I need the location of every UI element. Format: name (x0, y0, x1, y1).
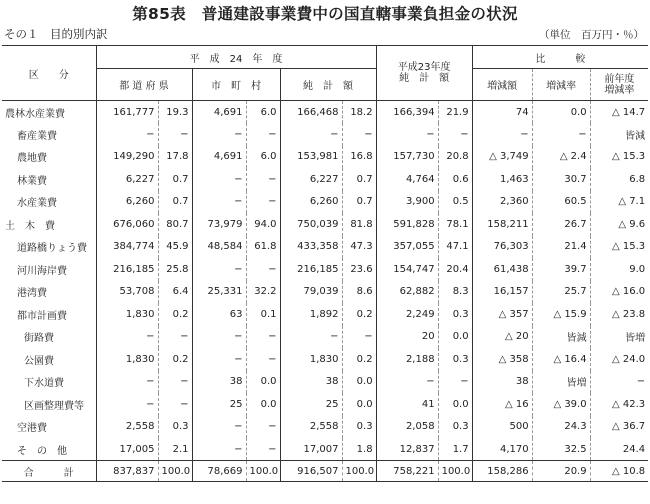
municipality-share: − (246, 416, 280, 439)
prefecture-share: 25.8 (158, 258, 192, 281)
net-total-share: 0.0 (342, 393, 376, 416)
prev-year-rate: − (590, 371, 648, 394)
header-prev-rate (590, 69, 648, 101)
fy23-share: 0.3 (438, 416, 472, 439)
change-rate: 25.7 (532, 281, 590, 304)
fy23-share: − (438, 123, 472, 146)
change-amount: 1,463 (472, 168, 532, 191)
prefecture-share: − (158, 371, 192, 394)
net-total-amount: 216,185 (280, 258, 342, 281)
municipality-share: − (246, 258, 280, 281)
header-prev-rate-line1: 前年度 (604, 73, 635, 85)
prev-year-rate: △ 7.1 (590, 191, 648, 214)
prefecture-amount: 6,227 (96, 168, 158, 191)
municipality-amount: − (192, 348, 246, 371)
net-total-amount: 17,007 (280, 438, 342, 461)
municipality-share: − (246, 438, 280, 461)
prev-year-rate: △ 10.8 (590, 461, 648, 482)
fy23-share: 20.4 (438, 258, 472, 281)
change-rate: 32.5 (532, 438, 590, 461)
net-total-amount: − (280, 326, 342, 349)
change-rate: 20.9 (532, 461, 590, 482)
table-row (2, 236, 648, 259)
fy23-amount: 758,221 (376, 461, 438, 482)
prefecture-amount: − (96, 371, 158, 394)
net-total-amount: 6,260 (280, 191, 342, 214)
fy23-share: 0.3 (438, 303, 472, 326)
net-total-amount: 166,468 (280, 101, 342, 124)
net-total-share: 0.2 (342, 348, 376, 371)
prefecture-share: − (158, 393, 192, 416)
table-row (2, 326, 648, 349)
prefecture-share: 0.2 (158, 348, 192, 371)
change-rate: 24.3 (532, 416, 590, 439)
municipality-share: − (246, 123, 280, 146)
municipality-share: 0.1 (246, 303, 280, 326)
prev-year-rate: △ 42.3 (590, 393, 648, 416)
prefecture-amount: 17,005 (96, 438, 158, 461)
change-rate: △ 16.4 (532, 348, 590, 371)
net-total-share: 1.8 (342, 438, 376, 461)
prefecture-amount: 676,060 (96, 213, 158, 236)
prev-year-rate: 6.8 (590, 168, 648, 191)
change-rate: − (532, 123, 590, 146)
municipality-amount: 73,979 (192, 213, 246, 236)
fy23-share: − (438, 371, 472, 394)
prefecture-amount: 53,708 (96, 281, 158, 304)
net-total-share: 23.6 (342, 258, 376, 281)
change-rate: 26.7 (532, 213, 590, 236)
table-row (2, 416, 648, 439)
prefecture-share: 0.3 (158, 416, 192, 439)
net-total-share: 0.3 (342, 416, 376, 439)
municipality-share: − (246, 191, 280, 214)
net-total-amount: 1,892 (280, 303, 342, 326)
change-amount: 4,170 (472, 438, 532, 461)
change-rate: △ 2.4 (532, 146, 590, 169)
row-label: 合 計 (2, 461, 96, 482)
prefecture-amount: − (96, 123, 158, 146)
table-row (2, 191, 648, 214)
fy23-amount: 157,730 (376, 146, 438, 169)
table-row (2, 123, 648, 146)
change-rate: 21.4 (532, 236, 590, 259)
municipality-amount: 25 (192, 393, 246, 416)
change-rate: △ 15.9 (532, 303, 590, 326)
fy23-share: 78.1 (438, 213, 472, 236)
fy23-share: 0.3 (438, 348, 472, 371)
change-amount: 38 (472, 371, 532, 394)
net-total-amount: 916,507 (280, 461, 342, 482)
row-label: 土 木 費 (5, 220, 55, 232)
prefecture-amount: 384,774 (96, 236, 158, 259)
change-rate: 60.5 (532, 191, 590, 214)
header-comparison: 比 較 (472, 46, 648, 69)
header-fy24: 平 成 24 年 度 (96, 46, 376, 69)
prev-year-rate: △ 24.0 (590, 348, 648, 371)
table-row (2, 101, 648, 124)
municipality-amount: − (192, 191, 246, 214)
fy23-share: 0.0 (438, 393, 472, 416)
change-amount: 158,211 (472, 213, 532, 236)
table-subtitle: その１ 目的別内訳 (4, 27, 108, 41)
change-rate: 皆増 (532, 371, 590, 394)
prev-year-rate: 9.0 (590, 258, 648, 281)
municipality-amount: 4,691 (192, 101, 246, 124)
header-fy23-line2: 純 計 額 (399, 73, 450, 84)
fy23-amount: 4,764 (376, 168, 438, 191)
fy23-share: 0.5 (438, 191, 472, 214)
municipality-share: 6.0 (246, 101, 280, 124)
prefecture-amount: − (96, 326, 158, 349)
change-amount: △ 357 (472, 303, 532, 326)
prev-year-rate: △ 23.8 (590, 303, 648, 326)
net-total-share: 81.8 (342, 213, 376, 236)
change-amount: △ 3,749 (472, 146, 532, 169)
net-total-amount: 750,039 (280, 213, 342, 236)
municipality-share: 6.0 (246, 146, 280, 169)
net-total-amount: 153,981 (280, 146, 342, 169)
municipality-share: − (246, 326, 280, 349)
municipality-share: 94.0 (246, 213, 280, 236)
row-label: 道路橋りょう費 (17, 243, 87, 255)
row-label: 港湾費 (17, 288, 47, 300)
table-row (2, 168, 648, 191)
municipality-amount: 48,584 (192, 236, 246, 259)
change-amount: − (472, 123, 532, 146)
change-amount: 2,360 (472, 191, 532, 214)
municipality-share: 32.2 (246, 281, 280, 304)
fy23-share: 20.8 (438, 146, 472, 169)
header-fy23-line1: 平成23年度 (397, 62, 451, 73)
net-total-share: 47.3 (342, 236, 376, 259)
row-label: 河川海岸費 (17, 265, 67, 277)
fy23-amount: 591,828 (376, 213, 438, 236)
row-label: 公園費 (24, 355, 54, 367)
prev-year-rate: △ 9.6 (590, 213, 648, 236)
fy23-share: 47.1 (438, 236, 472, 259)
net-total-share: 100.0 (342, 461, 376, 482)
net-total-share: 8.6 (342, 281, 376, 304)
row-label: 農地費 (17, 153, 47, 165)
table-row (2, 393, 648, 416)
prefecture-amount: 6,260 (96, 191, 158, 214)
prefecture-amount: 1,830 (96, 303, 158, 326)
prefecture-share: 80.7 (158, 213, 192, 236)
header-category: 区 分 (2, 46, 96, 101)
municipality-share: 100.0 (246, 461, 280, 482)
prefecture-share: 45.9 (158, 236, 192, 259)
municipality-amount: 4,691 (192, 146, 246, 169)
municipality-share: − (246, 348, 280, 371)
prefecture-share: 2.1 (158, 438, 192, 461)
table-row (2, 258, 648, 281)
municipality-share: − (246, 168, 280, 191)
row-label: そ の 他 (17, 445, 67, 457)
prev-year-rate: △ 16.0 (590, 281, 648, 304)
fy23-amount: 154,747 (376, 258, 438, 281)
data-table (2, 45, 648, 482)
prev-year-rate: 皆増 (590, 326, 648, 349)
municipality-share: 0.0 (246, 393, 280, 416)
prefecture-share: 0.2 (158, 303, 192, 326)
prefecture-share: 6.4 (158, 281, 192, 304)
table-row (2, 213, 648, 236)
prefecture-amount: 149,290 (96, 146, 158, 169)
prefecture-amount: − (96, 393, 158, 416)
prefecture-share: 17.8 (158, 146, 192, 169)
table-row (2, 348, 648, 371)
municipality-share: 0.0 (246, 371, 280, 394)
prefecture-share: 100.0 (158, 461, 192, 482)
net-total-amount: 79,039 (280, 281, 342, 304)
prefecture-amount: 1,830 (96, 348, 158, 371)
change-amount: 74 (472, 101, 532, 124)
net-total-amount: 1,830 (280, 348, 342, 371)
prev-year-rate: 皆減 (590, 123, 648, 146)
change-amount: 61,438 (472, 258, 532, 281)
row-label: 畜産業費 (17, 130, 57, 142)
prefecture-amount: 837,837 (96, 461, 158, 482)
table-row (2, 371, 648, 394)
row-label: 水産業費 (17, 198, 57, 210)
prefecture-amount: 161,777 (96, 101, 158, 124)
prev-year-rate: △ 14.7 (590, 101, 648, 124)
net-total-share: 0.0 (342, 371, 376, 394)
header-net-total: 純 計 額 (280, 69, 376, 101)
fy23-share: 1.7 (438, 438, 472, 461)
header-change-rate: 増減率 (532, 69, 590, 101)
change-amount: 158,286 (472, 461, 532, 482)
table-row (2, 461, 648, 482)
municipality-amount: 78,669 (192, 461, 246, 482)
row-label: 林業費 (17, 175, 47, 187)
prefecture-share: 19.3 (158, 101, 192, 124)
fy23-amount: 3,900 (376, 191, 438, 214)
fy23-amount: 20 (376, 326, 438, 349)
municipality-amount: − (192, 123, 246, 146)
net-total-share: 0.7 (342, 168, 376, 191)
net-total-share: 18.2 (342, 101, 376, 124)
municipality-amount: − (192, 258, 246, 281)
fy23-amount: 2,058 (376, 416, 438, 439)
fy23-amount: 2,188 (376, 348, 438, 371)
header-change-amount: 増減額 (472, 69, 532, 101)
municipality-amount: − (192, 416, 246, 439)
net-total-amount: − (280, 123, 342, 146)
row-label: 農林水産業費 (5, 108, 65, 120)
change-rate: △ 39.0 (532, 393, 590, 416)
table-row (2, 281, 648, 304)
municipality-amount: − (192, 168, 246, 191)
net-total-amount: 6,227 (280, 168, 342, 191)
fy23-share: 21.9 (438, 101, 472, 124)
municipality-amount: 38 (192, 371, 246, 394)
change-amount: △ 20 (472, 326, 532, 349)
net-total-amount: 25 (280, 393, 342, 416)
prev-year-rate: △ 15.3 (590, 146, 648, 169)
municipality-amount: 25,331 (192, 281, 246, 304)
row-label: 区画整理費等 (24, 400, 84, 412)
net-total-amount: 433,358 (280, 236, 342, 259)
municipality-amount: − (192, 438, 246, 461)
row-label: 下水道費 (24, 378, 64, 390)
prev-year-rate: 24.4 (590, 438, 648, 461)
net-total-share: 16.8 (342, 146, 376, 169)
fy23-amount: 12,837 (376, 438, 438, 461)
page-title: 第85表 普通建設事業費中の国直轄事業負担金の状況 (132, 5, 518, 23)
change-amount: 76,303 (472, 236, 532, 259)
table-row (2, 146, 648, 169)
fy23-amount: − (376, 123, 438, 146)
change-rate: 皆減 (532, 326, 590, 349)
net-total-amount: 2,558 (280, 416, 342, 439)
prefecture-share: 0.7 (158, 168, 192, 191)
table-body (2, 101, 648, 482)
prefecture-share: − (158, 326, 192, 349)
net-total-share: 0.2 (342, 303, 376, 326)
change-amount: 16,157 (472, 281, 532, 304)
table-row (2, 438, 648, 461)
prev-year-rate: △ 36.7 (590, 416, 648, 439)
change-rate: 39.7 (532, 258, 590, 281)
change-amount: 500 (472, 416, 532, 439)
table-row (2, 303, 648, 326)
fy23-share: 100.0 (438, 461, 472, 482)
prefecture-amount: 216,185 (96, 258, 158, 281)
change-amount: △ 358 (472, 348, 532, 371)
net-total-share: − (342, 123, 376, 146)
fy23-share: 0.0 (438, 326, 472, 349)
fy23-amount: 62,882 (376, 281, 438, 304)
change-amount: △ 16 (472, 393, 532, 416)
fy23-amount: 166,394 (376, 101, 438, 124)
row-label: 街路費 (24, 333, 54, 345)
fy23-share: 8.3 (438, 281, 472, 304)
municipality-amount: 63 (192, 303, 246, 326)
fy23-amount: 357,055 (376, 236, 438, 259)
fy23-amount: 41 (376, 393, 438, 416)
header-prefectures: 都 道 府 県 (96, 69, 192, 101)
net-total-share: 0.7 (342, 191, 376, 214)
unit-note: （単位 百万円・％） (539, 29, 644, 41)
net-total-amount: 38 (280, 371, 342, 394)
header-fy23 (376, 46, 472, 101)
prefecture-share: 0.7 (158, 191, 192, 214)
net-total-share: − (342, 326, 376, 349)
prefecture-amount: 2,558 (96, 416, 158, 439)
row-label: 都市計画費 (17, 310, 67, 322)
header-prev-rate-line2: 増減率 (604, 84, 635, 96)
municipality-amount: − (192, 326, 246, 349)
change-rate: 0.0 (532, 101, 590, 124)
change-rate: 30.7 (532, 168, 590, 191)
prefecture-share: − (158, 123, 192, 146)
prev-year-rate: △ 15.3 (590, 236, 648, 259)
header-municipalities: 市 町 村 (192, 69, 280, 101)
municipality-share: 61.8 (246, 236, 280, 259)
fy23-amount: − (376, 371, 438, 394)
fy23-amount: 2,249 (376, 303, 438, 326)
row-label: 空港費 (17, 423, 47, 435)
fy23-share: 0.6 (438, 168, 472, 191)
